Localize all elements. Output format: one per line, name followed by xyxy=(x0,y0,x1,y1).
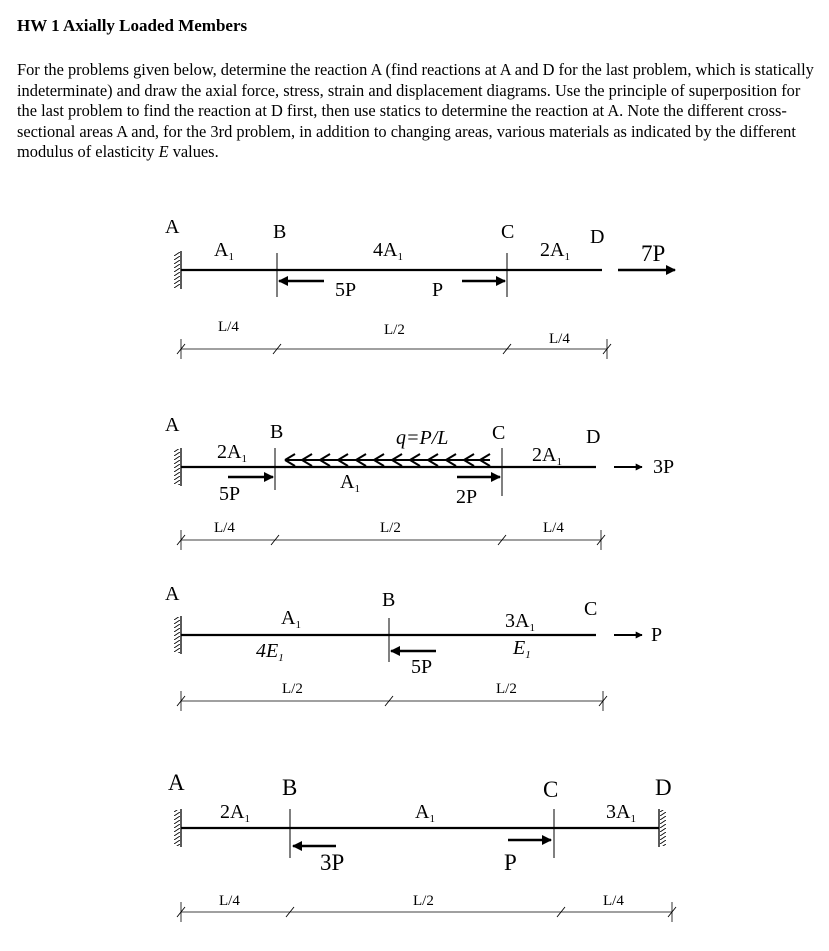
figure-4 xyxy=(168,770,676,922)
area-label xyxy=(532,444,562,468)
load-label-5p: 5P xyxy=(219,483,241,505)
load-label-2p: 2P xyxy=(456,486,478,508)
dimension-label: L/2 xyxy=(496,681,517,697)
intro-text-end: values. xyxy=(168,142,219,161)
modulus-label xyxy=(256,640,284,664)
load-label-5p: 5P xyxy=(335,279,357,301)
area-label xyxy=(373,239,403,263)
distributed-load-arrows xyxy=(285,454,490,466)
point-label-b: B xyxy=(273,221,287,243)
area-label xyxy=(340,471,360,495)
area-value: A xyxy=(340,471,355,493)
dimension-label: L/4 xyxy=(214,520,235,536)
fixed-support-d xyxy=(660,810,666,846)
load-label-5p: 5P xyxy=(411,656,433,678)
area-label xyxy=(540,239,570,263)
fixed-support-a xyxy=(174,810,180,846)
dimension-label: L/4 xyxy=(603,893,624,909)
dimension-label: L/2 xyxy=(282,681,303,697)
area-value: A xyxy=(281,607,296,629)
fixed-support-a xyxy=(174,252,180,288)
area-subscript: 1 xyxy=(429,813,435,825)
area-subscript: 1 xyxy=(564,251,570,263)
dimension-label: L/2 xyxy=(384,322,405,338)
point-label-b: B xyxy=(382,589,396,611)
point-label-c: C xyxy=(584,598,598,620)
area-subscript: 1 xyxy=(295,619,301,631)
point-label-d: D xyxy=(655,775,672,800)
modulus-subscript: 1 xyxy=(278,652,284,664)
distributed-load-label: q=P/L xyxy=(396,427,449,449)
figure-3 xyxy=(165,583,662,711)
point-label-c: C xyxy=(492,422,506,444)
dimension-label: L/2 xyxy=(380,520,401,536)
area-value: A xyxy=(214,239,229,261)
area-value: 2A xyxy=(540,239,565,261)
fixed-support-a xyxy=(174,449,180,485)
modulus-value: E xyxy=(513,637,526,659)
dimension-label: L/4 xyxy=(218,319,239,335)
dimension-line xyxy=(177,691,607,711)
dimension-label: L/4 xyxy=(549,331,570,347)
load-label-3p: 3P xyxy=(320,850,345,875)
figure-1 xyxy=(165,216,675,359)
area-value: 2A xyxy=(220,801,245,823)
figure-2 xyxy=(165,414,674,550)
modulus-subscript: 1 xyxy=(525,649,531,661)
area-subscript: 1 xyxy=(241,453,247,465)
load-label-3p: 3P xyxy=(653,456,675,478)
point-label-d: D xyxy=(586,426,601,448)
area-label xyxy=(281,607,301,631)
area-subscript: 1 xyxy=(228,251,234,263)
load-label-7p: 7P xyxy=(641,241,666,266)
dimension-label: L/4 xyxy=(219,893,240,909)
area-label xyxy=(217,441,247,465)
point-label-b: B xyxy=(270,421,284,443)
point-label-c: C xyxy=(501,221,515,243)
load-label-p: P xyxy=(504,850,517,875)
modulus-label xyxy=(512,637,531,661)
area-subscript: 1 xyxy=(556,456,562,468)
intro-text: For the problems given below, determine the reaction A (find reactions at A and D for the last problem, which is statically indeterminate) and draw the axial force, stress, strain and displacement diagrams. Use the principle of superposition for the last problem to find the reaction at D first, then use statics to determine the reaction at A. Note the different cross-sectional areas A and, for the 3rd problem, in addition to changing areas, various materials as indicated by the different modulus of elasticity xyxy=(17,60,814,161)
area-subscript: 1 xyxy=(529,622,535,634)
area-label xyxy=(214,239,234,263)
dimension-line xyxy=(177,339,611,359)
area-label xyxy=(220,801,250,825)
area-value: 3A xyxy=(606,801,631,823)
point-label-a: A xyxy=(165,216,180,238)
modulus-value: 4E xyxy=(256,640,279,662)
dimension-label: L/4 xyxy=(543,520,564,536)
area-value: 4A xyxy=(373,239,398,261)
area-value: 2A xyxy=(217,441,242,463)
area-label xyxy=(606,801,636,825)
area-subscript: 1 xyxy=(630,813,636,825)
load-label-p: P xyxy=(432,279,444,301)
point-label-b: B xyxy=(282,775,298,800)
area-subscript: 1 xyxy=(244,813,250,825)
point-label-a: A xyxy=(165,583,180,605)
modulus-symbol: E xyxy=(158,142,169,161)
area-subscript: 1 xyxy=(354,483,360,495)
point-label-c: C xyxy=(543,777,559,802)
fixed-support-a xyxy=(174,617,180,653)
area-subscript: 1 xyxy=(397,251,403,263)
load-label-p: P xyxy=(651,624,663,646)
point-label-d: D xyxy=(590,226,605,248)
area-value: 3A xyxy=(505,610,530,632)
area-label xyxy=(415,801,435,825)
dimension-label: L/2 xyxy=(413,893,434,909)
page-title: HW 1 Axially Loaded Members xyxy=(17,16,248,35)
area-value: 2A xyxy=(532,444,557,466)
area-label xyxy=(505,610,535,634)
point-label-a: A xyxy=(165,414,180,436)
area-value: A xyxy=(415,801,430,823)
point-label-a: A xyxy=(168,770,185,795)
